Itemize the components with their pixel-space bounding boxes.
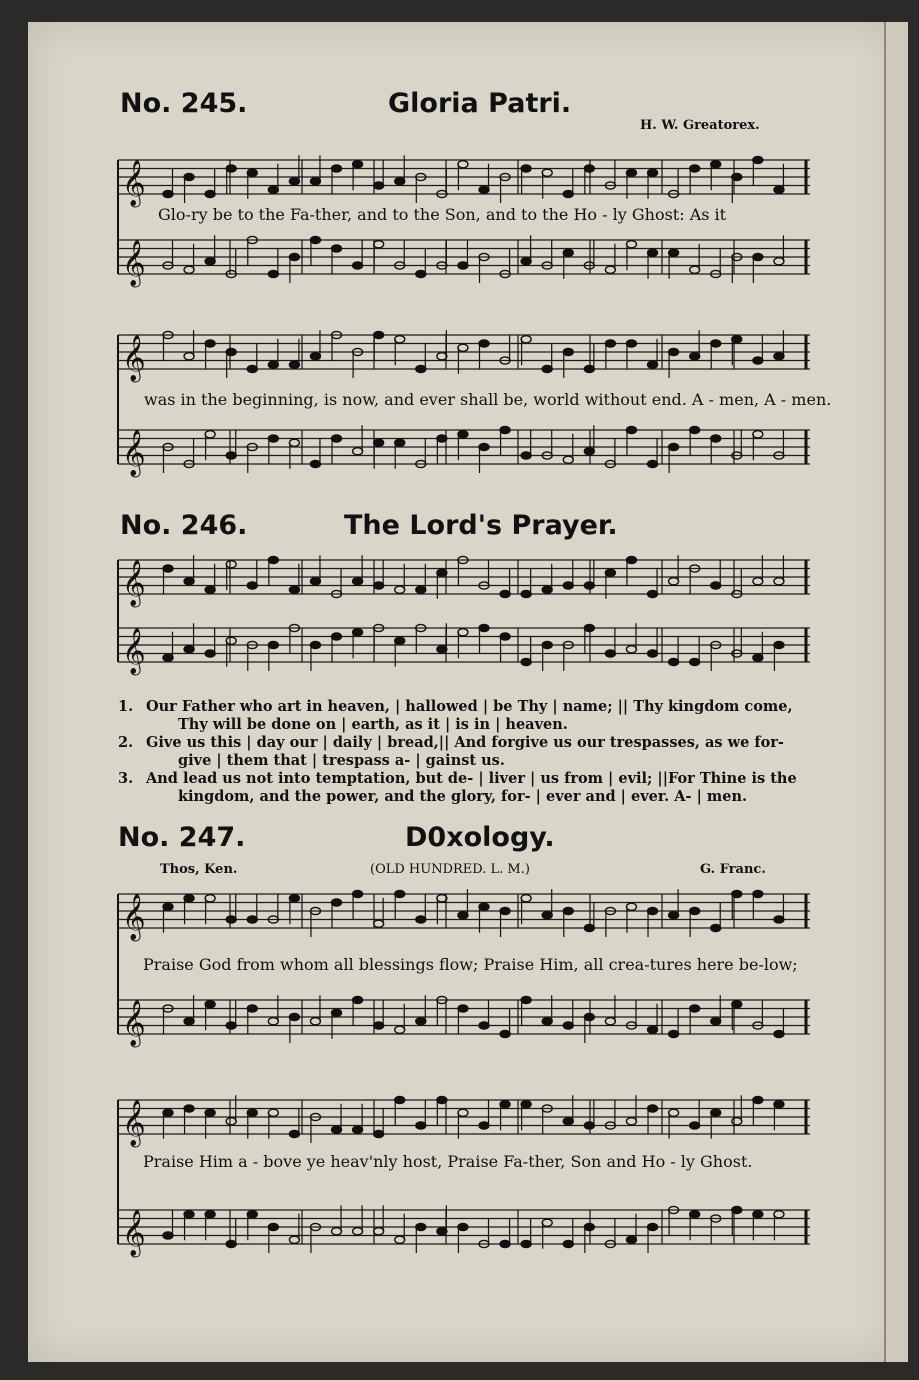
hymn-247-author: Thos, Ken.: [160, 862, 238, 877]
svg-text:𝄞: 𝄞: [122, 628, 146, 674]
svg-text:𝄞: 𝄞: [122, 1100, 146, 1146]
svg-text:𝄞: 𝄞: [122, 1210, 146, 1256]
svg-text:𝄞: 𝄞: [122, 1000, 146, 1046]
verse-1: 1. Our Father who art in heaven, | hallowed | be Thy | name; || Thy kingdom come, Thy will be done on | earth, as it | is in | heaven.: [118, 698, 793, 733]
hymn-247-composer: G. Franc.: [700, 862, 766, 877]
hymn-245-composer: H. W. Greatorex.: [640, 118, 760, 133]
next-page-edge: [884, 22, 908, 1362]
hymn-246-title: The Lord's Prayer.: [344, 510, 618, 541]
verse-3: 3. And lead us not into temptation, but de- | liver | us from | evil; ||For Thine is the kingdom, and the power, and the glory, for- | ever and | ever. A- | men.: [118, 770, 797, 805]
hymn-247-lyrics-line-2: Praise Him a - bove ye heav'nly host, Praise Fa-ther, Son and Ho - ly Ghost.: [143, 1152, 753, 1171]
hymn-246-verses: [118, 698, 808, 806]
hymn-247-lyrics-line-1: Praise God from whom all blessings flow; Praise Him, all crea-tures here be-low;: [143, 955, 798, 974]
hymn-247-title: D0xology.: [405, 822, 555, 853]
svg-text:𝄞: 𝄞: [122, 560, 146, 606]
hymn-246-number: No. 246.: [120, 510, 248, 541]
hymn-245-title: Gloria Patri.: [388, 88, 572, 119]
hymn-245-lyrics-line-2: was in the beginning, is now, and ever shall be, world without end. A - men, A - men.: [144, 390, 832, 409]
svg-text:𝄞: 𝄞: [122, 240, 146, 286]
svg-text:𝄞: 𝄞: [122, 430, 146, 476]
hymn-245-number: No. 245.: [120, 88, 248, 119]
svg-text:𝄞: 𝄞: [122, 160, 146, 206]
svg-text:𝄞: 𝄞: [122, 894, 146, 940]
svg-text:𝄞: 𝄞: [122, 335, 146, 381]
hymn-245-lyrics-line-1: Glo-ry be to the Fa-ther, and to the Son, and to the Ho - ly Ghost: As it: [158, 205, 727, 224]
hymn-247-tune: (OLD HUNDRED. L. M.): [370, 862, 530, 877]
hymn-246-system: [118, 550, 810, 675]
hymn-247-number: No. 247.: [118, 822, 246, 853]
verse-2: 2. Give us this | day our | daily | bread,|| And forgive us our trespasses, as we for-give | them that | trespass a- | gainst us.: [118, 734, 784, 769]
